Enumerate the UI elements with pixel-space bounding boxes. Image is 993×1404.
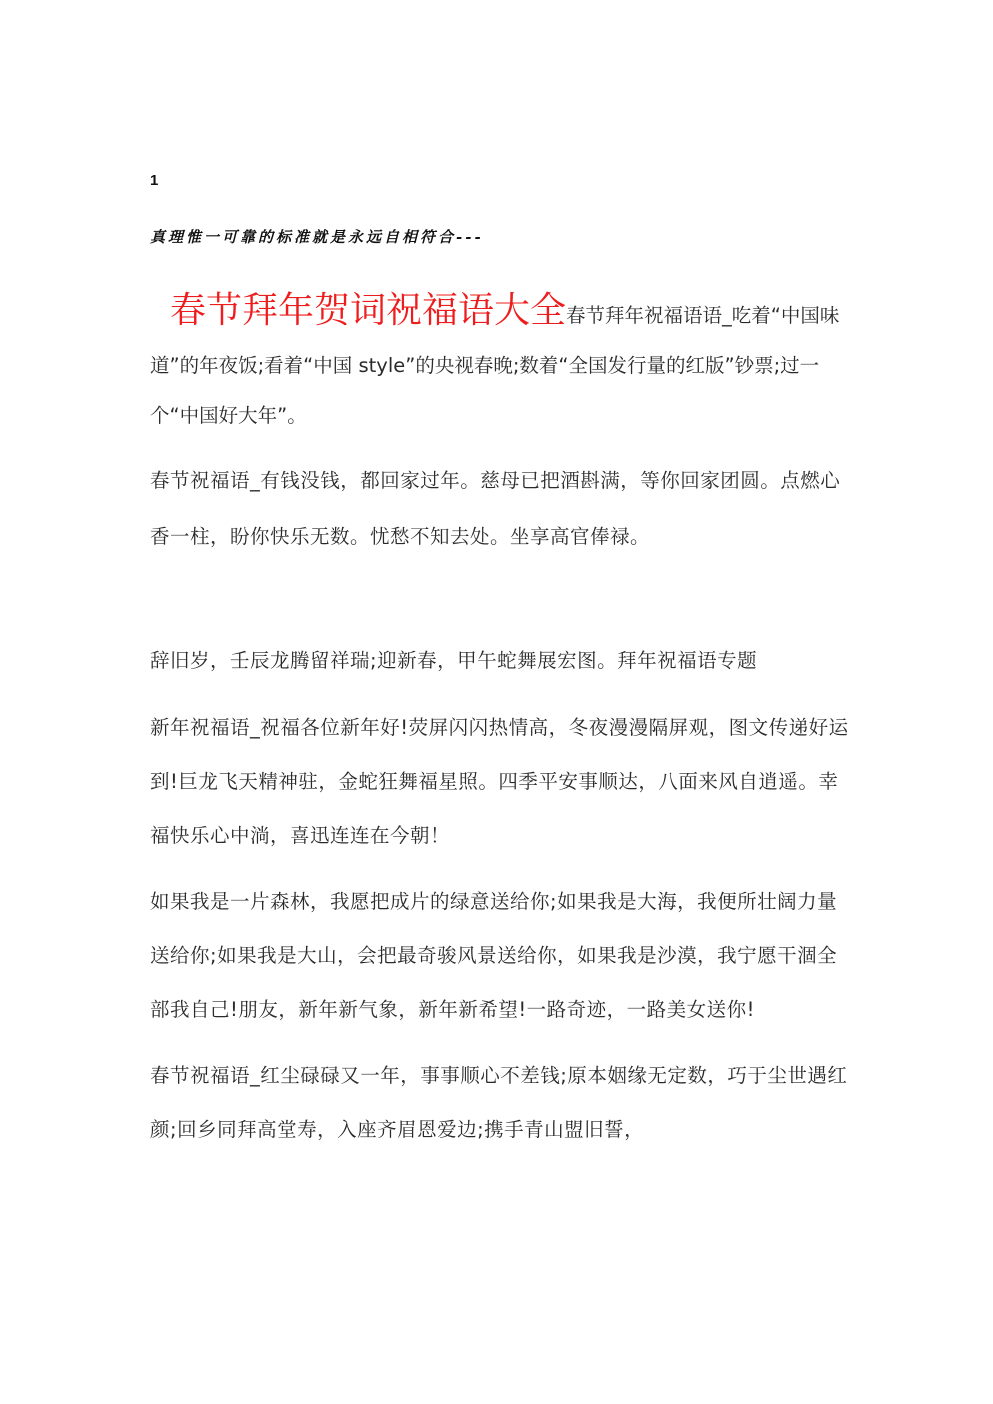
article-title: 春节拜年贺词祝福语大全 <box>170 290 567 331</box>
intro-text: 春节拜年祝福语语_吃着“中国味道”的年夜饭;看着“中国 style”的央视春晚;数着“全国发行量的红版”钞票;过一个“中国好大年”。 <box>150 304 840 427</box>
title-paragraph <box>150 286 850 441</box>
page-number: 1 <box>150 172 159 189</box>
paragraph-3: 新年祝福语_祝福各位新年好!荧屏闪闪热情高，冬夜漫漫隔屏观，图文传递好运到!巨龙飞天精神驻，金蛇狂舞福星照。四季平安事顺达，八面来风自逍遥。幸福快乐心中淌，喜迅连连在今朝！ <box>150 716 849 847</box>
paragraph-5: 春节祝福语_红尘碌碌又一年，事事顺心不差钱;原本姻缘无定数，巧于尘世遇红颜;回乡同拜高堂寿，入座齐眉恩爱边;携手青山盟旧誓， <box>150 1064 848 1141</box>
header-motto: 真理惟一可靠的标准就是永远自相符合--- <box>150 228 484 246</box>
paragraph-4: 如果我是一片森林，我愿把成片的绿意送给你;如果我是大海，我便所壮阔力量送给你;如果我是大山，会把最奇骏风景送给你，如果我是沙漠，我宁愿干涸全部我自己!朋友，新年新气象，新年新希望!一路奇迹，一路美女送你! <box>150 890 838 1021</box>
paragraph-1: 春节祝福语_有钱没钱，都回家过年。慈母已把酒斟满，等你回家团圆。点燃心香一柱，盼你快乐无数。忧愁不知去处。坐享高官俸禄。 <box>150 469 841 548</box>
paragraph-2: 辞旧岁，壬辰龙腾留祥瑞;迎新春，甲午蛇舞展宏图。拜年祝福语专题 <box>150 649 758 672</box>
article-body <box>150 286 850 1169</box>
